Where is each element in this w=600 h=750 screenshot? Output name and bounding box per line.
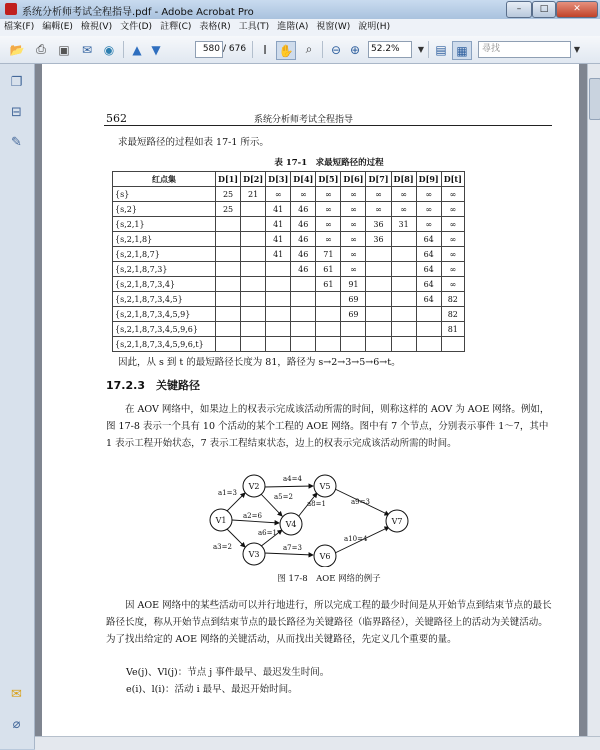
table-cell [341, 337, 366, 352]
print-icon[interactable]: ⎙ [36, 42, 46, 56]
table-cell: {s,2,1} [113, 217, 216, 232]
edge-a2 [232, 520, 279, 523]
table-cell: 36 [366, 232, 391, 247]
table-cell: 71 [316, 247, 341, 262]
table-cell [291, 277, 316, 292]
table-cell: 36 [366, 217, 391, 232]
table-cell: ∞ [391, 187, 416, 202]
table-cell: {s,2,1,8,7,3,4,5,9} [113, 307, 216, 322]
table-header-cell: 红点集 [113, 172, 216, 187]
menu-file[interactable]: 檔案(F) [4, 22, 35, 32]
table-cell [291, 292, 316, 307]
edge-label: a5=2 [274, 493, 293, 501]
table-cell [266, 277, 291, 292]
table-cell: 82 [441, 292, 464, 307]
table-cell: 41 [266, 232, 291, 247]
table-cell [216, 217, 241, 232]
table-cell: 64 [416, 262, 441, 277]
table-row [113, 232, 465, 247]
pdf-page [42, 64, 579, 736]
table-cell [416, 337, 441, 352]
chevron-down-icon[interactable]: ▼ [573, 45, 581, 54]
table-header-cell: D[7] [366, 172, 391, 187]
table-cell: ∞ [441, 247, 464, 262]
table-header-row [113, 172, 465, 187]
table-cell [366, 277, 391, 292]
table-cell [241, 232, 266, 247]
table-cell: ∞ [316, 232, 341, 247]
edge-label: a7=3 [283, 544, 302, 552]
table-cell [241, 322, 266, 337]
menu-advanced[interactable]: 進階(A) [277, 22, 309, 32]
table-cell [316, 337, 341, 352]
table-cell [366, 337, 391, 352]
table-cell: ∞ [341, 262, 366, 277]
table-row [113, 322, 465, 337]
table-cell: 46 [291, 202, 316, 217]
definition-activity-times: e(i)、l(i)：活动 i 最早、最迟开始时间。 [126, 684, 298, 695]
table-cell: {s,2,1,8,7,3,4,5} [113, 292, 216, 307]
table-row [113, 187, 465, 202]
table-cell: {s} [113, 187, 216, 202]
table-header-cell: D[t] [441, 172, 464, 187]
table-cell: ∞ [441, 262, 464, 277]
web-icon[interactable]: ◉ [103, 42, 115, 57]
table-cell [316, 292, 341, 307]
table-header-cell: D[6] [341, 172, 366, 187]
table-row [113, 217, 465, 232]
separator [123, 41, 124, 58]
next-page-icon[interactable]: ▼ [151, 42, 161, 57]
table-cell: ∞ [341, 187, 366, 202]
menu-help[interactable]: 說明(H) [358, 22, 391, 32]
page-total: / 676 [223, 44, 247, 54]
open-folder-icon[interactable]: 📂 [9, 42, 25, 57]
table-cell [366, 292, 391, 307]
table-cell: 69 [341, 307, 366, 322]
previous-page-icon[interactable]: ▲ [132, 42, 142, 57]
table-cell [216, 247, 241, 262]
table-cell: ∞ [441, 277, 464, 292]
table-row [113, 307, 465, 322]
figure-caption: 图 17-8 AOE 网络的例子 [277, 574, 381, 584]
conclusion-text: 因此，从 s 到 t 的最短路径长度为 81，路径为 s→2→3→5→6→t。 [118, 357, 401, 368]
table-row [113, 337, 465, 352]
table-row [113, 277, 465, 292]
separator [322, 41, 323, 58]
table-cell: 64 [416, 292, 441, 307]
table-cell: ∞ [416, 187, 441, 202]
table-cell: 64 [416, 247, 441, 262]
node-label: V7 [391, 517, 403, 526]
edge-label: a9=3 [351, 498, 370, 506]
edge-label: a4=4 [283, 475, 302, 483]
edge-label: a2=6 [243, 512, 262, 520]
zoom-level-field[interactable]: 52.2% [368, 41, 412, 58]
chevron-down-icon[interactable]: ▼ [417, 45, 425, 54]
table-cell: 21 [241, 187, 266, 202]
menu-edit[interactable]: 編輯(E) [42, 22, 73, 32]
table-cell [216, 307, 241, 322]
table-cell [241, 292, 266, 307]
menu-window[interactable]: 視窗(W) [316, 22, 351, 32]
hand-tool-icon[interactable]: ✋ [276, 41, 296, 60]
shortest-path-table [112, 171, 465, 352]
table-cell [216, 232, 241, 247]
table-cell: ∞ [341, 217, 366, 232]
edge-label: a1=3 [218, 489, 237, 497]
table-cell [316, 307, 341, 322]
table-header-cell: D[1] [216, 172, 241, 187]
table-cell: 46 [291, 262, 316, 277]
table-cell: 64 [416, 277, 441, 292]
table-row [113, 202, 465, 217]
table-cell: 61 [316, 277, 341, 292]
table-cell: 41 [266, 247, 291, 262]
table-cell: 81 [441, 322, 464, 337]
page-header-number: 562 [106, 112, 127, 125]
node-label: V5 [319, 482, 331, 491]
acrobat-icon [5, 3, 17, 15]
table-cell: 46 [291, 217, 316, 232]
menu-forms[interactable]: 表格(R) [199, 22, 231, 32]
table-header-cell: D[8] [391, 172, 416, 187]
table-cell: ∞ [416, 202, 441, 217]
table-cell: 46 [291, 232, 316, 247]
menu-document[interactable]: 文件(D) [120, 22, 153, 32]
table-cell: ∞ [366, 187, 391, 202]
table-cell: 82 [441, 307, 464, 322]
minimize-button[interactable]: – [506, 1, 532, 18]
table-cell [391, 247, 416, 262]
table-cell: 25 [216, 187, 241, 202]
node-label: V2 [248, 482, 260, 491]
pages-icon[interactable]: ❐ [10, 74, 23, 90]
menu-bar [0, 19, 600, 37]
bookmarks-icon[interactable]: ⊟ [11, 104, 22, 120]
table-cell: 25 [216, 202, 241, 217]
table-cell [291, 322, 316, 337]
table-cell [241, 337, 266, 352]
menu-tools[interactable]: 工具(T) [238, 22, 270, 32]
table-cell [366, 247, 391, 262]
table-cell: ∞ [316, 202, 341, 217]
table-cell: 46 [291, 247, 316, 262]
table-cell: ∞ [366, 202, 391, 217]
edge-a7 [264, 553, 313, 555]
table-cell [266, 292, 291, 307]
table-cell: ∞ [291, 187, 316, 202]
table-cell [391, 337, 416, 352]
table-header-cell: D[3] [266, 172, 291, 187]
toolbar [0, 36, 600, 64]
table-cell [366, 307, 391, 322]
table-cell [216, 277, 241, 292]
table-cell [241, 217, 266, 232]
table-cell [416, 322, 441, 337]
navigation-pane [0, 64, 35, 749]
menu-view[interactable]: 檢視(V) [80, 22, 113, 32]
table-cell [391, 322, 416, 337]
table-cell: {s,2} [113, 202, 216, 217]
table-cell [266, 322, 291, 337]
search-input[interactable]: 尋找 [478, 41, 571, 58]
separator [252, 41, 253, 58]
zoom-in-icon[interactable]: ⊕ [349, 42, 361, 57]
table-cell [366, 322, 391, 337]
table-row [113, 247, 465, 262]
table-body [113, 187, 465, 352]
definition-event-times: Ve(j)、Vl(j)：节点 j 事件最早、最迟发生时间。 [126, 667, 330, 678]
table-row [113, 262, 465, 277]
zoom-out-icon[interactable]: ⊖ [330, 42, 342, 57]
close-button[interactable]: ✕ [556, 1, 598, 18]
maximize-button[interactable]: □ [532, 1, 556, 18]
intro-text: 求最短路径的过程如表 17-1 所示。 [118, 137, 269, 148]
table-cell: {s,2,1,8} [113, 232, 216, 247]
signatures-icon[interactable]: ✎ [11, 134, 22, 150]
table-cell [291, 307, 316, 322]
separator [428, 41, 429, 58]
table-cell [216, 337, 241, 352]
table-cell [391, 292, 416, 307]
table-cell: 69 [341, 292, 366, 307]
table-cell [216, 292, 241, 307]
node-label: V1 [215, 516, 227, 525]
paragraph-critical-path: 因 AOE 网络中的某些活动可以并行地进行，所以完成工程的最少时间是从开始节点到结束节点的最长路径长度，称从开始节点到结束节点的最长路径为关键路径（临界路径），关键路径上的活动为关键活动。为了找出给定的 AOE 网络的关键活动，从而找出关键路径，先定义几个重要的量。 [106, 600, 552, 645]
edge-label: a8=1 [307, 500, 326, 508]
table-cell: ∞ [316, 187, 341, 202]
table-cell [316, 322, 341, 337]
table-cell [241, 247, 266, 262]
table-cell [291, 337, 316, 352]
table-header-cell: D[9] [416, 172, 441, 187]
table-cell [266, 307, 291, 322]
section-heading: 17.2.3 关键路径 [106, 379, 200, 392]
header-rule [104, 125, 552, 126]
table-cell: 41 [266, 202, 291, 217]
scroll-thumb[interactable] [589, 78, 600, 120]
table-cell: ∞ [341, 232, 366, 247]
table-row [113, 292, 465, 307]
horizontal-scrollbar[interactable] [35, 736, 600, 750]
table-cell: {s,2,1,8,7,3,4,5,9,6} [113, 322, 216, 337]
paragraph-aoe: 在 AOV 网络中，如果边上的权表示完成该活动所需的时间，则称这样的 AOV 为 AOE 网络。例如，图 17-8 表示一个具有 10 个活动的某个工程的 AOE 网络。图中有 7 个节点，分别表示事件 1～7，其中 1 表示工程开始状态，7 表示工程结束状态，边上的权表示完成该活动所需的时间。 [106, 404, 550, 449]
table-cell [216, 262, 241, 277]
table-cell: ∞ [441, 187, 464, 202]
table-cell [391, 277, 416, 292]
table-cell [416, 307, 441, 322]
table-cell [391, 232, 416, 247]
page-header-title: 系统分析师考试全程指导 [254, 115, 354, 125]
table-cell [391, 262, 416, 277]
table-cell [266, 337, 291, 352]
table-cell: {s,2,1,8,7,3,4} [113, 277, 216, 292]
edge-label: a6=1 [258, 529, 277, 537]
table-cell: ∞ [441, 217, 464, 232]
table-cell [341, 322, 366, 337]
edge-label: a10=4 [344, 535, 368, 543]
attachments-icon[interactable]: ⌀ [12, 716, 21, 732]
zoom-tool-icon[interactable]: ⌕ [305, 42, 313, 56]
table-cell: ∞ [266, 187, 291, 202]
fit-width-icon[interactable]: ▤ [435, 42, 447, 57]
table-header-cell: D[5] [316, 172, 341, 187]
node-label: V6 [319, 552, 331, 561]
vertical-scrollbar[interactable] [587, 64, 600, 736]
comments-icon[interactable]: ✉ [11, 686, 22, 702]
table-cell: {s,2,1,8,7,3,4,5,9,6,t} [113, 337, 216, 352]
edge-a4 [264, 486, 313, 487]
table-cell [241, 202, 266, 217]
table-cell [241, 307, 266, 322]
table-cell: ∞ [391, 202, 416, 217]
table-cell: ∞ [341, 202, 366, 217]
aoe-network-diagram [200, 469, 430, 567]
table-cell: ∞ [316, 217, 341, 232]
table-header-cell: D[4] [291, 172, 316, 187]
node-label: V4 [285, 520, 297, 529]
select-cursor-icon[interactable]: I [263, 42, 267, 57]
menu-comments[interactable]: 註釋(C) [160, 22, 192, 32]
table-cell: ∞ [441, 232, 464, 247]
page-number-input[interactable]: 580 [195, 41, 223, 58]
table-caption: 表 17-1 求最短路径的过程 [274, 158, 384, 168]
table-cell: {s,2,1,8,7,3} [113, 262, 216, 277]
node-label: V3 [248, 550, 260, 559]
table-header-cell: D[2] [241, 172, 266, 187]
table-cell: 61 [316, 262, 341, 277]
table-cell: ∞ [341, 247, 366, 262]
table-cell: ∞ [441, 202, 464, 217]
save-icon[interactable]: ▣ [58, 42, 70, 57]
table-cell [391, 307, 416, 322]
window-title: 系统分析师考试全程指导.pdf - Adobe Acrobat Pro [22, 7, 254, 18]
table-cell: 91 [341, 277, 366, 292]
table-cell: ∞ [416, 217, 441, 232]
table-cell [216, 322, 241, 337]
table-cell [366, 262, 391, 277]
table-cell: 31 [391, 217, 416, 232]
title-bar [0, 0, 600, 20]
edge-label: a3=2 [213, 543, 232, 551]
table-cell [241, 262, 266, 277]
table-cell: 41 [266, 217, 291, 232]
table-cell [241, 277, 266, 292]
table-cell: 64 [416, 232, 441, 247]
table-cell: {s,2,1,8,7} [113, 247, 216, 262]
table-cell [441, 337, 464, 352]
email-icon[interactable]: ✉ [81, 42, 93, 57]
fit-page-icon[interactable]: ▦ [452, 41, 472, 60]
table-cell [266, 262, 291, 277]
